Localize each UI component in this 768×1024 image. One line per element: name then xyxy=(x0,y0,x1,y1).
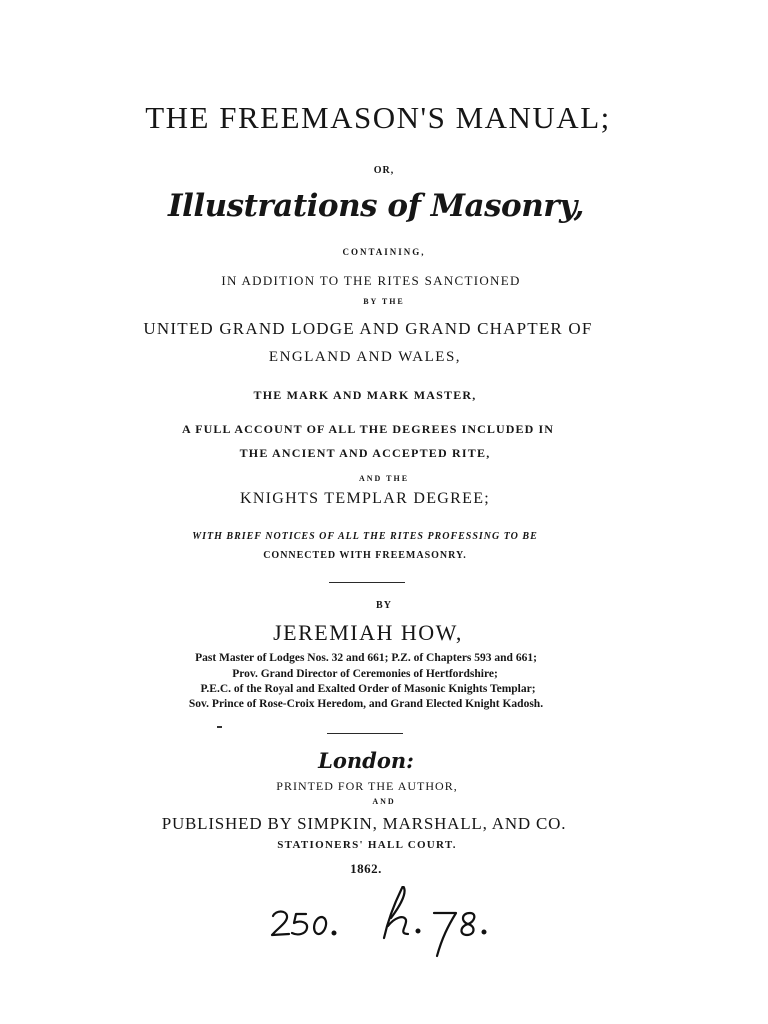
knights-templar-line: KNIGHTS TEMPLAR DEGREE; xyxy=(239,490,491,507)
place-of-publication: London: xyxy=(318,748,414,773)
or-connector: OR, xyxy=(373,165,395,176)
connected-line: CONNECTED WITH FREEMASONRY. xyxy=(263,550,467,561)
author-credential: Sov. Prince of Rose-Croix Heredom, and Grand Elected Knight Kadosh. xyxy=(188,698,544,710)
publisher-line: PUBLISHED BY SIMPKIN, MARSHALL, AND CO. xyxy=(161,814,567,833)
author-credential: Prov. Grand Director of Ceremonies of Hertfordshire; xyxy=(232,668,498,680)
brief-notices-line: WITH BRIEF NOTICES OF ALL THE RITES PROFESSING TO BE xyxy=(192,531,538,542)
ancient-rite-line: THE ANCIENT AND ACCEPTED RITE, xyxy=(239,446,491,460)
rites-line: IN ADDITION TO THE RITES SANCTIONED xyxy=(221,273,521,288)
grand-lodge-line: UNITED GRAND LODGE AND GRAND CHAPTER OF xyxy=(143,319,593,338)
book-title: THE FREEMASON'S MANUAL; xyxy=(145,100,611,135)
publication-year: 1862. xyxy=(350,861,382,876)
publisher-address: STATIONERS' HALL COURT. xyxy=(277,839,457,851)
printed-for-line: PRINTED FOR THE AUTHOR, xyxy=(276,779,458,793)
divider-rule xyxy=(327,733,403,734)
shelfmark-drawing xyxy=(270,886,530,966)
containing-label: CONTAINING, xyxy=(342,247,426,257)
by-the-connector: BY THE xyxy=(363,297,405,306)
handwritten-shelfmark xyxy=(270,886,530,966)
author-credential: P.E.C. of the Royal and Exalted Order of Masonic Knights Templar; xyxy=(200,683,536,695)
print-mark xyxy=(217,726,222,728)
by-label: BY xyxy=(376,600,392,611)
mark-master-line: THE MARK AND MARK MASTER, xyxy=(253,388,477,402)
author-credential: Past Master of Lodges Nos. 32 and 661; P.Z. of Chapters 593 and 661; xyxy=(195,652,537,664)
and-connector: AND xyxy=(372,797,396,806)
author-name: JEREMIAH HOW, xyxy=(273,620,463,645)
divider-rule xyxy=(329,582,405,583)
full-account-line: A FULL ACCOUNT OF ALL THE DEGREES INCLUDED IN xyxy=(181,422,555,436)
book-subtitle: Illustrations of Masonry, xyxy=(168,188,584,224)
and-the-connector: AND THE xyxy=(358,474,410,483)
england-line: ENGLAND AND WALES, xyxy=(268,349,462,365)
